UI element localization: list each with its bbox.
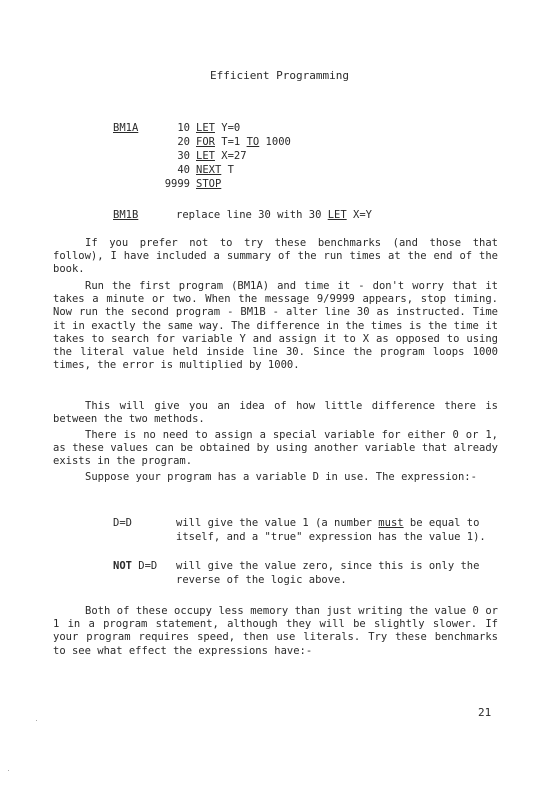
paragraph: Run the first program (BM1A) and time it - don't worry that it takes a minute or two. When the message 9/9999 appears, stop timing. Now run the second program - BM1B - alter line 30 as instructed. Time it in exactly the same way. The difference in the times is the time it takes to search for variable Y and assign it to X as opposed to using the literal value held inside line 30. Since the program loops 1000 times, the error is multiplied by 1000.	[53, 280, 498, 372]
code-line: 40 NEXT T	[177, 164, 234, 176]
program-label-bm1b: BM1B	[113, 209, 139, 221]
scan-speck	[36, 720, 37, 721]
program-label-bm1a: BM1A	[113, 122, 139, 134]
expression-description: will give the value 1 (a number must be equal to itself, and a "true" expression has the value 1).	[176, 517, 486, 543]
expression-label-d-equals-d: D=D	[113, 517, 132, 529]
paragraph: There is no need to assign a special variable for either 0 or 1, as these values can be obtained by using another variable that already exists in the program.	[53, 429, 498, 468]
paragraph: This will give you an idea of how little difference there is between the two methods.	[53, 400, 498, 426]
code-line: 10 LET Y=0	[177, 122, 241, 134]
page-title: Efficient Programming	[209, 69, 350, 82]
code-line: 20 FOR T=1 TO 1000	[177, 136, 291, 148]
paragraph: Suppose your program has a variable D in use. The expression:-	[85, 471, 477, 483]
page-number: 21	[478, 706, 492, 719]
paragraph: If you prefer not to try these benchmarks (and those that follow), I have included a summary of the run times at the end of the book.	[53, 237, 498, 276]
code-line: 30 LET X=27	[177, 150, 247, 162]
program-bm1b-instruction: replace line 30 with 30 LET X=Y	[176, 209, 372, 221]
program-listing-bm1a	[160, 122, 291, 192]
expression-label-not-d-equals-d: NOT D=D	[113, 560, 158, 572]
scan-speck	[8, 770, 9, 771]
paragraph: Both of these occupy less memory than just writing the value 0 or 1 in a program statement, although they will be slightly slower. If your program requires speed, then use literals. Try these benchmarks to see what effect the expressions have:-	[53, 605, 498, 657]
expression-description: will give the value zero, since this is only the reverse of the logic above.	[176, 560, 480, 586]
code-line: 9999 STOP	[164, 178, 222, 190]
